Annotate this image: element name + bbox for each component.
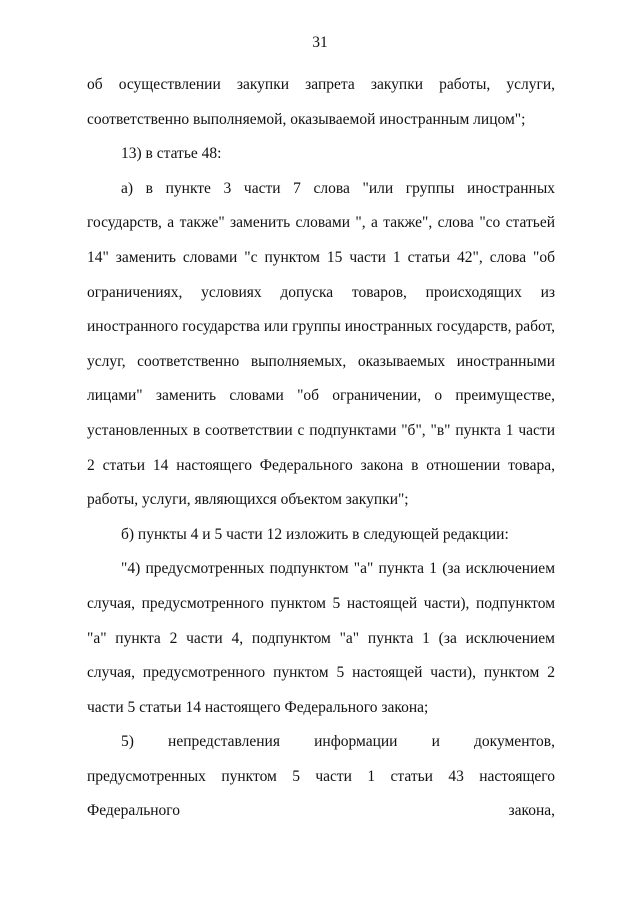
paragraph-item-13: 13) в статье 48: — [121, 145, 222, 163]
page-number: 31 — [312, 34, 328, 51]
paragraph-subitem-b: б) пункты 4 и 5 части 12 изложить в следующей редакции: — [121, 525, 509, 543]
paragraph-continuation: об осуществлении закупки запрета закупки работы, услуги, соответственно выполняемой, оказываемой иностранным лицом"; — [87, 76, 555, 128]
paragraph-subitem-a: а) в пункте 3 части 7 слова "или группы иностранных государств, а также" заменить словами ", а также", слова "со статьей 14" заменить словами "с пунктом 15 части 1 статьи 42", слова "об ограничениях, условиях допуска товаров, происходящих из иностранного государства или группы иностранных государств, работ, услуг, соответственно выполняемых, оказываемых иностранными лицами" заменить словами "об ограничении, о преимуществе, установленных в соответствии с подпунктами "б", "в" пункта 1 части 2 статьи 14 настоящего Федерального закона в отношении товара, работы, услуги, являющихся объектом закупки"; — [87, 179, 555, 509]
document-body — [87, 68, 555, 829]
paragraph-point-4: "4) предусмотренных подпунктом "а" пункта 1 (за исключением случая, предусмотренного пунктом 5 настоящей части), подпунктом "а" пункта 2 части 4, подпунктом "а" пункта 1 (за исключением случая, предусмотренного пунктом 5 настоящей части), пунктом 2 части 5 статьи 14 настоящего Федерального закона; — [87, 560, 555, 716]
paragraph-point-5: 5) непредставления информации и документов, предусмотренных пунктом 5 части 1 статьи 43 настоящего Федерального закона, — [87, 733, 555, 820]
